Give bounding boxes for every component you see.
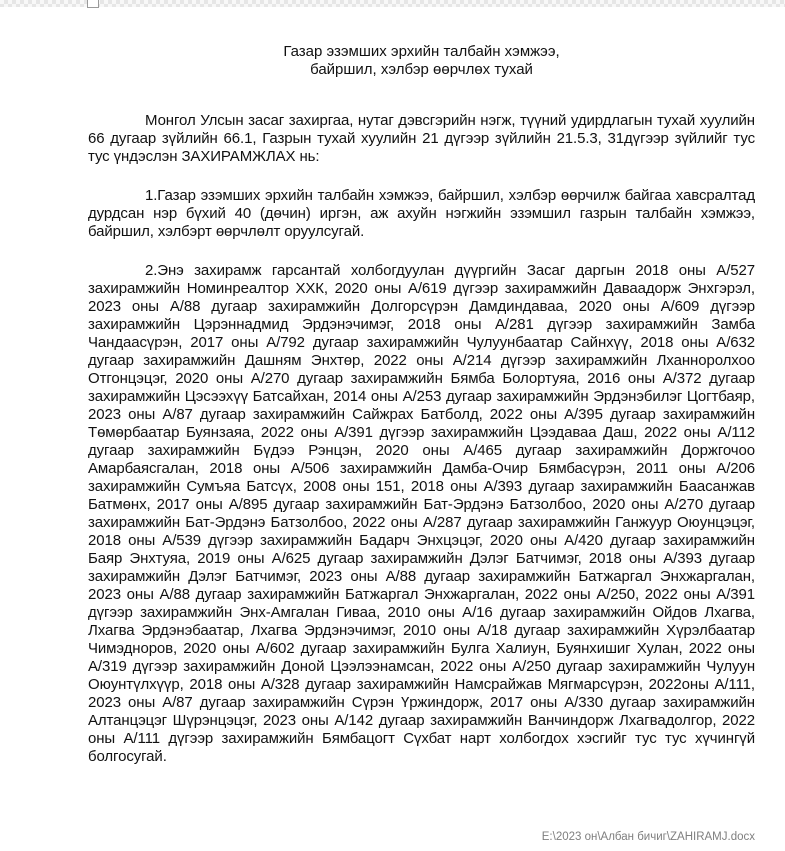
transparent-edge-strip — [0, 0, 785, 7]
title-line-2: байршил, хэлбэр өөрчлөх тухай — [310, 61, 533, 78]
paragraph-clause-1: 1.Газар эзэмших эрхийн талбайн хэмжээ, байршил, хэлбэр өөрчилж байгаа хавсралтад дурдсан нэр бүхий 40 (дөчин) иргэн, аж ахуйн нэгжийн эзэмшил газрын талбайн хэмжээ, байршил, хэлбэрт өөрчлөлт оруулсугай. — [88, 187, 755, 240]
document-title — [88, 43, 755, 79]
footer-file-path: E:\2023 он\Албан бичиг\ZAHIRAMJ.docx — [541, 831, 755, 843]
window-fragment-box — [87, 0, 99, 8]
paragraph-clause-2: 2.Энэ захирамж гарсантай холбогдуулан дүүргийн Засаг даргын 2018 оны А/527 захирамжийн Номинреалтор ХХК, 2020 оны А/619 дүгээр захирамжийн Даваадорж Энхгэрэл, 2023 оны А/88 дугаар захирамжийн Долгорсүрэн Дамдиндаваа, 2020 оны А/609 дүгээр захирамжийн Цэрэннадмид Эрдэнэчимэг, 2018 оны А/281 дүгээр захирамжийн Замба Чандаасүрэн, 2017 оны А/792 дугаар захирамжийн Чулуунбаатар Сайнхүү, 2018 оны А/632 дугаар захирамжийн Дашням Энхтөр, 2022 оны А/214 дүгээр захирамжийн Лханноролхоо Отгонцэцэг, 2020 оны А/270 дугаар захирамжийн Бямба Болортуяа, 2016 оны А/372 дугаар захирамжийн Цэсээхүү Батсайхан, 2014 оны А/253 дугаар захирамжийн Эрдэнэбилэг Цогтбаяр, 2023 оны А/87 дугаар захирамжийн Сайжрах Батболд, 2022 оны А/395 дугаар захирамжийн Төмөрбаатар Буянзаяа, 2022 оны А/391 дүгээр захирамжийн Цээдаваа Даш, 2022 оны А/112 дугаар захирамжийн Бүдээ Рэнцэн, 2020 оны А/465 дугаар захирамжийн Доржгочоо Амарбаясгалан, 2018 оны А/506 захирамжийн Дамба-Очир Бямбасүрэн, 2011 оны А/206 захирамжийн Сумъяа Батсүх, 2008 оны 151, 2018 оны А/393 дугаар захирамжийн Баасанжав Батмөнх, 2017 оны А/895 дугаар захирамжийн Бат-Эрдэнэ Батзолбоо, 2020 оны А/270 дугаар захирамжийн Бат-Эрдэнэ Батзолбоо, 2022 оны А/287 дугаар захирамжийн Ганжуур Оюунцэцэг, 2018 оны А/539 дүгээр захирамжийн Бадарч Энхцэцэг, 2020 оны А/420 дугаар захирамжийн Баяр Энхтуяа, 2019 оны А/625 дугаар захирамжийн Дэлэг Батчимэг, 2018 оны А/393 дугаар захирамжийн Дэлэг Батчимэг, 2023 оны А/88 дугаар захирамжийн Батжаргал Энхжаргалан, 2023 оны А/88 дугаар захирамжийн Батжаргал Энхжаргалан, 2022 оны А/250, 2022 оны А/391 дүгээр захирамжийн Энх-Амгалан Гиваа, 2010 оны А/16 дугаар захирамжийн Ойдов Лхагва, Лхагва Эрдэнэбаатар, Лхагва Эрдэнэчимэг, 2010 оны А/18 дугаар захирамжийн Хүрэлбаатар Чимэдноров, 2020 оны А/602 дугаар захирамжийн Булга Халиун, Буянхишиг Хулан, 2022 оны А/319 дүгээр захирамжийн Доной Цээлээнамсан, 2022 оны А/250 дугаар захирамжийн Чулуун Оюунтүлхүүр, 2018 оны А/328 дугаар захирамжийн Намсрайжав Мягмарсүрэн, 2022оны А/111, 2023 оны А/87 дугаар захирамжийн Сүрэн Үржиндорж, 2017 оны А/330 дугаар захирамжийн Алтанцэцэг Шүрэнцэцэг, 2023 оны А/142 дугаар захирамжийн Ванчиндорж Лхагвадолгор, 2022 оны А/111 дүгээр захирамжийн Бямбацогт Сүхбат нарт холбогдох хэсгийг тус тус хүчингүй болгосугай. — [88, 262, 755, 765]
title-line-1: Газар эзэмших эрхийн талбайн хэмжээ, — [283, 43, 560, 60]
paragraph-legal-preamble: Монгол Улсын засаг захиргаа, нутаг дэвсгэрийн нэгж, түүний удирдлагын тухай хуулийн 66 дугаар зүйлийн 66.1, Газрын тухай хуулийн 21 дүгээр зүйлийн 21.5.3, 31дүгээр зүйлийг тус тус үндэслэн ЗАХИРАМЖЛАХ нь: — [88, 112, 755, 165]
